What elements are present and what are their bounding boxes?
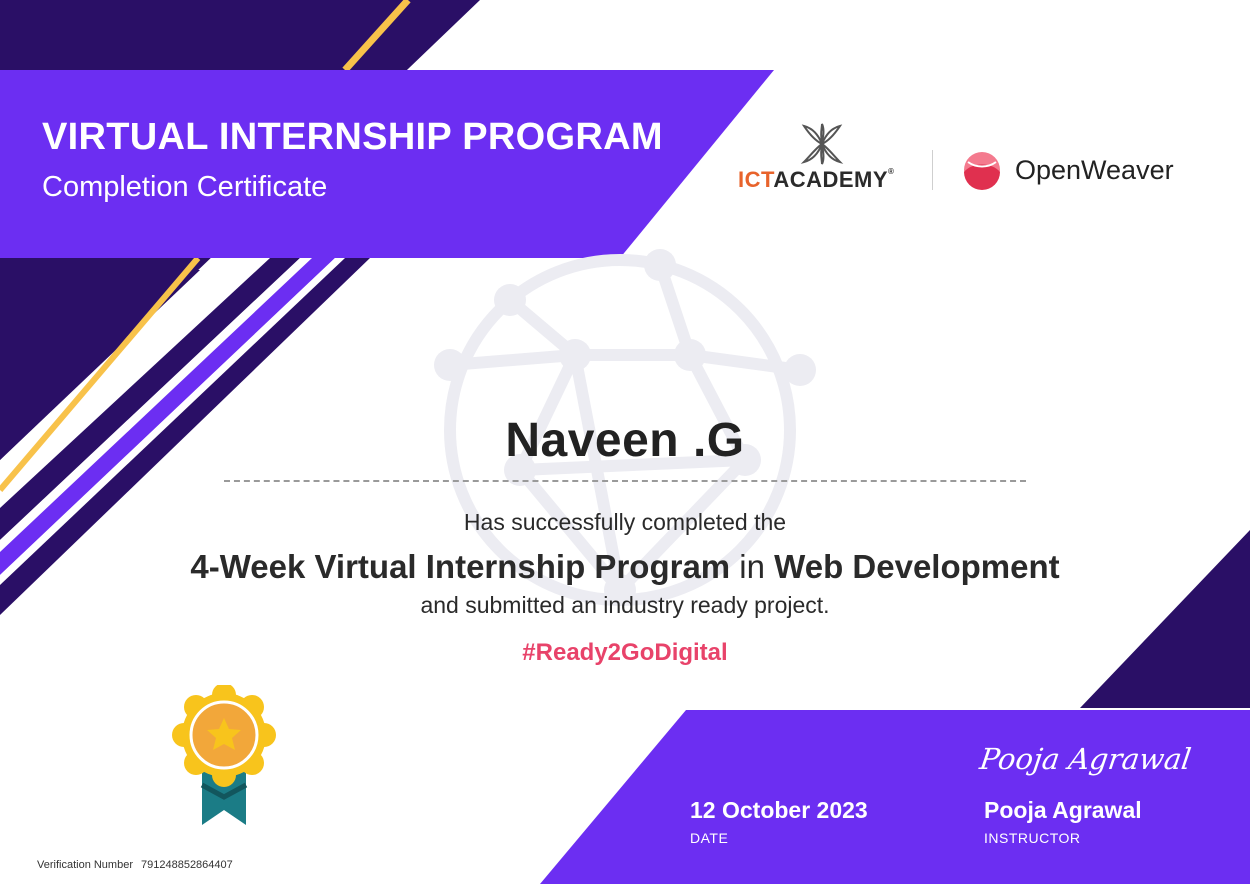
- name-underline: [224, 480, 1026, 482]
- project-statement: and submitted an industry ready project.: [420, 592, 830, 618]
- award-medal-icon: [170, 685, 280, 830]
- verification-info: [37, 859, 233, 871]
- ict-academy-wordmark: [738, 167, 894, 193]
- openweaver-icon: [962, 150, 1002, 190]
- ict-prefix: ICT: [738, 167, 774, 192]
- hashtag: #Ready2GoDigital: [522, 639, 728, 666]
- program-statement: [0, 548, 1250, 586]
- program-connector: in: [730, 548, 775, 585]
- completion-statement: Has successfully completed the: [463, 509, 787, 535]
- openweaver-logo: [962, 150, 1192, 190]
- date-label: DATE: [690, 830, 729, 846]
- recipient-name: Naveen .G: [505, 414, 745, 467]
- ict-leaf-icon: [738, 122, 914, 166]
- certificate-subtitle: Completion Certificate: [42, 171, 328, 203]
- verification-number: 791248852864407: [141, 859, 233, 871]
- registered-mark: ®: [888, 167, 895, 176]
- openweaver-wordmark: OpenWeaver: [1015, 155, 1174, 185]
- program-title: VIRTUAL INTERNSHIP PROGRAM: [42, 116, 663, 158]
- instructor-signature: Pooja Agrawal: [977, 742, 1194, 776]
- ict-academy-logo: [738, 122, 914, 194]
- ict-suffix: ACADEMY: [773, 167, 889, 192]
- track-name: Web Development: [774, 548, 1060, 585]
- verification-label: Verification Number: [37, 859, 133, 871]
- logo-divider: [932, 150, 933, 190]
- program-name: 4-Week Virtual Internship Program: [190, 548, 731, 585]
- instructor-label: INSTRUCTOR: [984, 830, 1081, 846]
- issue-date: 12 October 2023: [690, 797, 868, 823]
- instructor-name: Pooja Agrawal: [984, 797, 1142, 823]
